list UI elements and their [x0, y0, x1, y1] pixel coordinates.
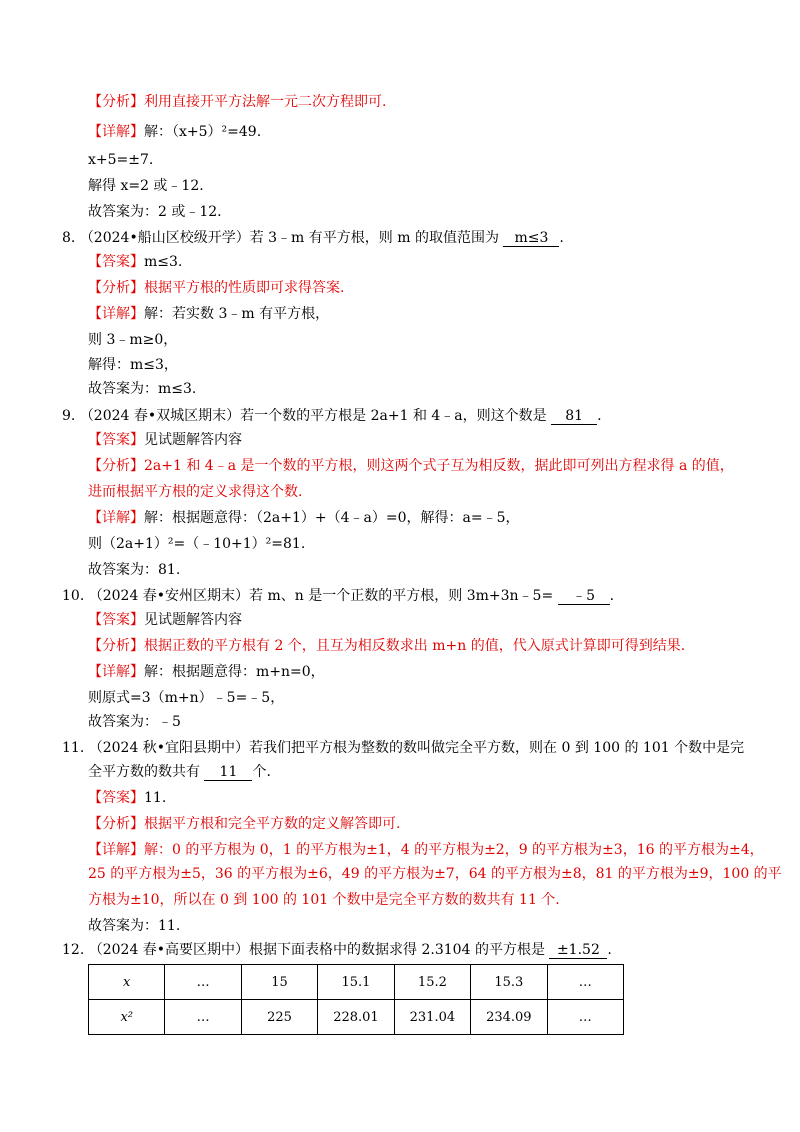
q11-line1: 故答案为：11.	[88, 918, 181, 934]
answer-text: 见试题解答内容	[144, 612, 242, 628]
analysis-tag: 【分析】	[88, 816, 144, 832]
q12-stem	[62, 940, 612, 960]
question-text: （2024•船山区校级开学）若 3﹣m 有平方根，则 m 的取值范围为	[79, 230, 499, 246]
analysis-text: 根据正数的平方根有 2 个，且互为相反数求出 m+n 的值，代入原式计算即可得到结果.	[144, 638, 686, 654]
detail-text: 解：（x+5）²=49.	[144, 124, 262, 140]
q11-answer	[88, 788, 166, 808]
analysis-tag: 【分析】	[88, 638, 144, 654]
answer-text: 11.	[144, 790, 167, 806]
answer-blank: m≤3	[503, 230, 559, 247]
table-cell: …	[165, 965, 241, 1000]
question-number: 9.	[62, 408, 76, 424]
q9-line1: 则（2a+1）²=（﹣10+1）²=81.	[88, 536, 306, 552]
q7-line3: x+5=±7.	[88, 152, 154, 168]
q10-detail	[88, 662, 325, 682]
q7-detail	[88, 122, 261, 142]
question-text: （2024 春•高要区期中）根据下面表格中的数据求得 2.3104 的平方根是	[88, 942, 545, 958]
table-cell: …	[547, 965, 623, 1000]
answer-tag: 【答案】	[88, 790, 144, 806]
answer-blank: ﹣5	[558, 588, 610, 605]
q10-answer	[88, 610, 242, 630]
q9-line2: 故答案为：81.	[88, 562, 181, 578]
answer-text: m≤3.	[144, 254, 183, 270]
q9-analysis2: 进而根据平方根的定义求得这个数.	[88, 484, 303, 500]
table-cell: 225	[241, 1000, 317, 1035]
table-cell: x	[89, 965, 165, 1000]
q9-answer	[88, 430, 242, 450]
question-number: 12.	[62, 942, 85, 958]
question-text-cont: 全平方数的数共有	[88, 764, 200, 780]
table-cell: 228.01	[318, 1000, 394, 1035]
analysis-tag: 【分析】	[88, 458, 144, 474]
table-row	[89, 1000, 624, 1035]
table-row	[89, 965, 624, 1000]
q7-analysis	[88, 92, 386, 112]
detail-tag: 【详解】	[88, 664, 144, 680]
detail-tag: 【详解】	[88, 306, 144, 322]
question-number: 8.	[62, 230, 76, 246]
q8-detail	[88, 304, 329, 324]
question-end: .	[597, 408, 602, 424]
q7-line5: 故答案为：2 或﹣12.	[88, 204, 222, 220]
q8-analysis	[88, 278, 344, 298]
detail-tag: 【详解】	[88, 124, 144, 140]
q7-line4: 解得 x=2 或﹣12.	[88, 178, 204, 194]
question-text: （2024 春•安州区期末）若 m、n 是一个正数的平方根，则 3m+3n﹣5=	[88, 588, 554, 604]
table-cell: …	[547, 1000, 623, 1035]
answer-tag: 【答案】	[88, 432, 144, 448]
q11-detail2: 25 的平方根为±5，36 的平方根为±6，49 的平方根为±7，64 的平方根为±8，81 的平方根为±9，100 的平	[88, 866, 782, 882]
q11-analysis	[88, 814, 400, 834]
analysis-text: 根据平方根的性质即可求得答案.	[144, 280, 345, 296]
question-end: 个.	[252, 764, 271, 780]
data-table	[88, 964, 624, 1035]
analysis-text: 2a+1 和 4﹣a 是一个数的平方根，则这两个式子互为相反数，据此即可列出方程求得 a 的值，	[144, 458, 734, 474]
q8-line3: 故答案为：m≤3.	[88, 381, 197, 397]
q8-line2: 解得：m≤3，	[88, 357, 178, 373]
detail-text: 解：根据题意得：（2a+1）+（4﹣a）=0，解得：a=﹣5，	[144, 510, 520, 526]
analysis-text: 利用直接开平方法解一元二次方程即可.	[144, 94, 387, 110]
q9-detail	[88, 508, 520, 528]
answer-blank: ±1.52	[549, 942, 607, 959]
question-end: .	[607, 942, 612, 958]
table-cell: 234.09	[471, 1000, 547, 1035]
detail-tag: 【详解】	[88, 842, 144, 858]
q10-analysis	[88, 636, 685, 656]
q11-detail1	[88, 840, 764, 860]
answer-blank: 81	[551, 408, 597, 425]
detail-text: 解：根据题意得：m+n=0，	[144, 664, 325, 680]
q9-stem	[62, 406, 602, 426]
analysis-text: 根据平方根和完全平方数的定义解答即可.	[144, 816, 401, 832]
table-cell: …	[165, 1000, 241, 1035]
table-cell: 15.3	[471, 965, 547, 1000]
q10-line2: 故答案为：﹣5	[88, 714, 181, 730]
question-number: 11.	[62, 740, 85, 756]
answer-blank: 11	[204, 764, 252, 781]
analysis-tag: 【分析】	[88, 280, 144, 296]
q10-stem	[62, 586, 614, 606]
q10-line1: 则原式=3（m+n）﹣5=﹣5，	[88, 690, 285, 706]
answer-text: 见试题解答内容	[144, 432, 242, 448]
detail-text: 解：0 的平方根为 0，1 的平方根为±1，4 的平方根为±2，9 的平方根为±3，16 的平方根为±4，	[144, 842, 764, 858]
q11-stem2	[88, 762, 271, 782]
q8-stem	[62, 228, 564, 248]
answer-tag: 【答案】	[88, 612, 144, 628]
question-number: 10.	[62, 588, 85, 604]
table-cell: 231.04	[394, 1000, 470, 1035]
question-end: .	[609, 588, 615, 604]
table-cell: x²	[89, 1000, 165, 1035]
q11-stem1	[62, 738, 744, 758]
table-cell: 15.2	[394, 965, 470, 1000]
q8-answer	[88, 252, 182, 272]
answer-tag: 【答案】	[88, 254, 144, 270]
detail-tag: 【详解】	[88, 510, 144, 526]
table-cell: 15	[241, 965, 317, 1000]
analysis-tag: 【分析】	[88, 94, 144, 110]
detail-text: 解：若实数 3﹣m 有平方根，	[144, 306, 330, 322]
q9-analysis1	[88, 456, 734, 476]
q11-detail3: 方根为±10，所以在 0 到 100 的 101 个数中是完全平方数的数共有 11 个.	[88, 892, 560, 908]
question-end: .	[559, 230, 564, 246]
question-text: （2024 秋•宜阳县期中）若我们把平方根为整数的数叫做完全平方数，则在 0 到 100 的 101 个数中是完	[88, 740, 745, 756]
question-text: （2024 春•双城区期末）若一个数的平方根是 2a+1 和 4﹣a，则这个数是	[79, 408, 547, 424]
table-cell: 15.1	[318, 965, 394, 1000]
q8-line1: 则 3﹣m≥0，	[88, 332, 178, 348]
